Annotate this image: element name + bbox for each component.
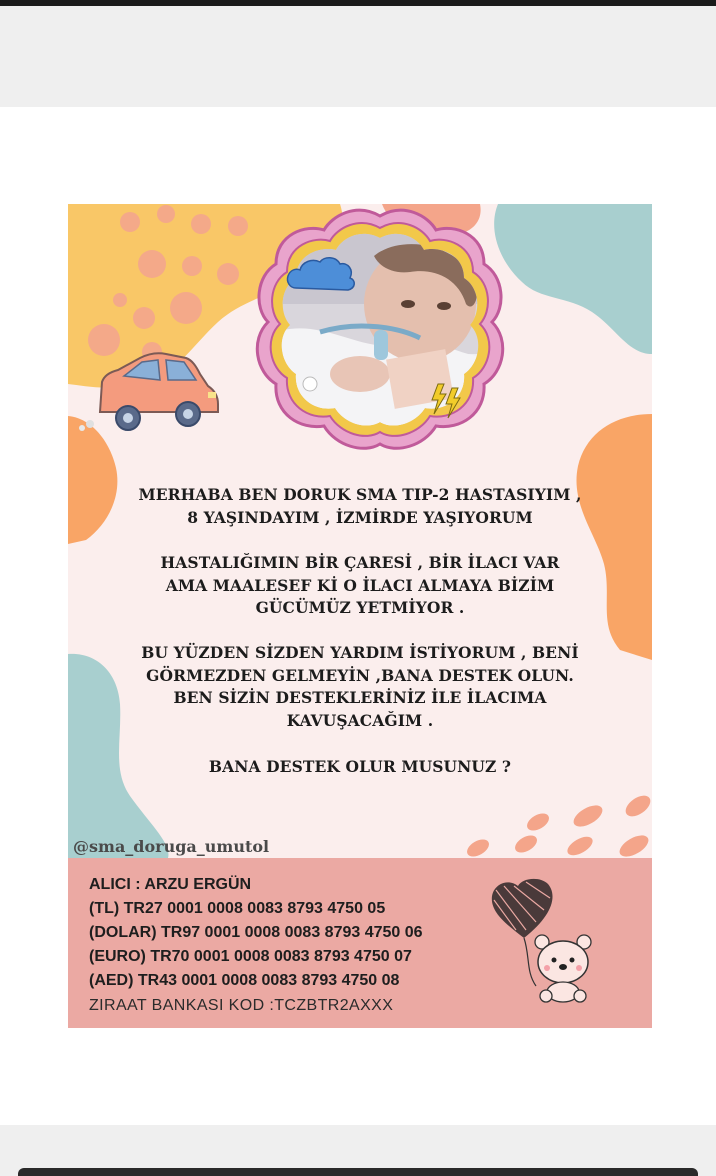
message-line: BU YÜZDEN SİZDEN YARDIM İSTİYORUM , BENİ (141, 643, 579, 662)
teddy-bear-icon (535, 935, 591, 1002)
bottom-navigation-bar (18, 1168, 698, 1176)
photo-frame (257, 210, 502, 448)
heart-balloon-icon (486, 876, 606, 1011)
bank-code: ZIRAAT BANKASI KOD :TCZBTR2AXXX (89, 997, 394, 1014)
message-line: BANA DESTEK OLUR MUSUNUZ ? (208, 757, 512, 776)
donation-poster (68, 204, 652, 1028)
account-iban-tl: (TL) TR27 0001 0008 0083 8793 4750 05 (89, 900, 386, 917)
message-paragraph-3 (98, 642, 622, 732)
message-line: GÖRMEZDEN GELMEYİN ,BANA DESTEK OLUN. (146, 665, 574, 685)
message-line: GÜCÜMÜZ YETMİYOR . (255, 598, 465, 617)
message-line: KAVUŞACAĞIM . (286, 710, 434, 730)
orange-blob-right (576, 414, 652, 660)
message-line: 8 YAŞINDAYIM , İZMİRDE YAŞIYORUM (187, 507, 533, 527)
social-handle: @sma_doruga_umutol (73, 837, 270, 856)
account-iban-dolar: (DOLAR) TR97 0001 0008 0083 8793 4750 06 (89, 924, 423, 941)
recipient-name: ALICI : ARZU ERGÜN (89, 876, 252, 893)
dash-pattern (464, 791, 652, 861)
message-line: MERHABA BEN DORUK SMA TIP-2 HASTASIYIM , (138, 485, 582, 504)
message-line: HASTALIĞIMIN BİR ÇARESİ , BİR İLACI VAR (160, 553, 560, 572)
message-line: BEN SİZİN DESTEKLERİNİZ İLE İLACIMA (173, 688, 547, 707)
bank-details-panel (68, 858, 652, 1028)
account-iban-euro: (EURO) TR70 0001 0008 0083 8793 4750 07 (89, 948, 412, 965)
viewer-header-area (0, 6, 716, 107)
message-line: AMA MAALESEF Kİ O İLACI ALMAYA BİZİM (165, 575, 555, 595)
teal-blob-top (494, 204, 652, 354)
account-iban-aed: (AED) TR43 0001 0008 0083 8793 4750 08 (89, 972, 400, 989)
message-paragraph-1 (98, 484, 622, 529)
message-paragraph-2 (98, 552, 622, 620)
message-paragraph-4 (98, 756, 622, 779)
